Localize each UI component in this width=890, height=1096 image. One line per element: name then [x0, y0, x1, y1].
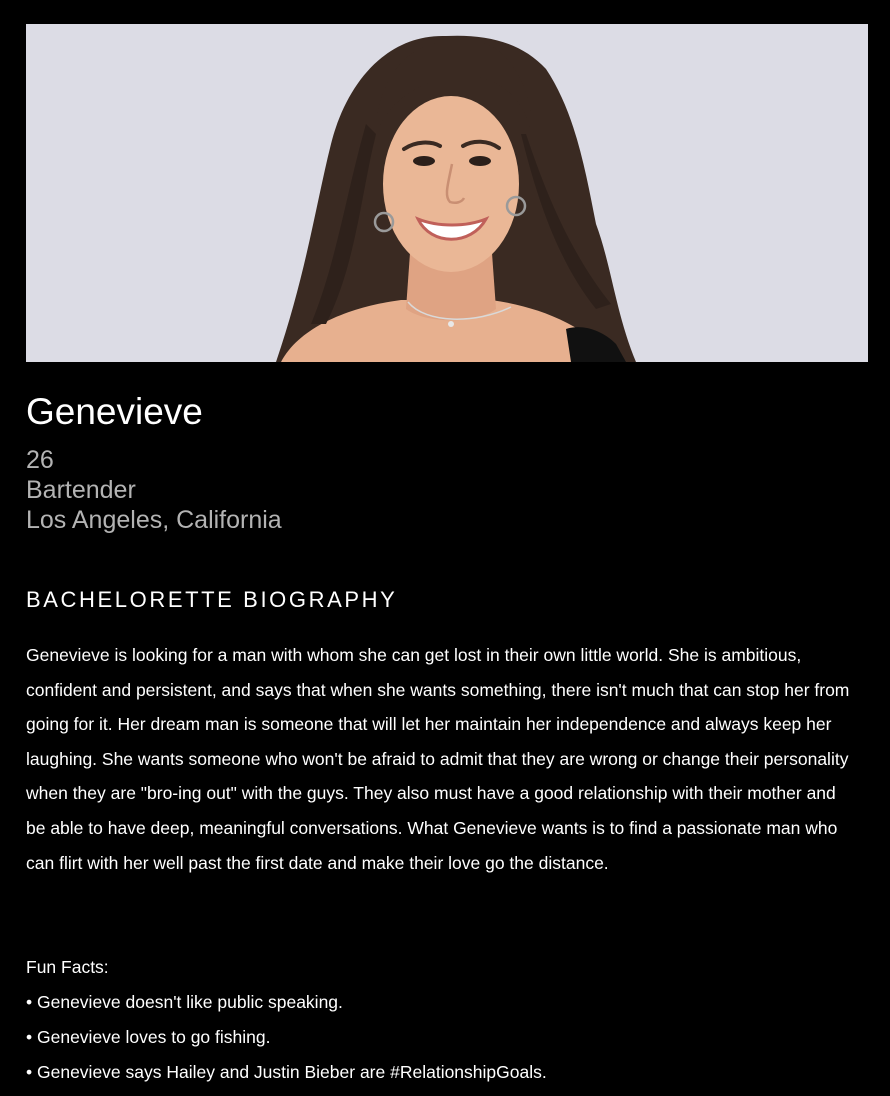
contestant-name: Genevieve — [26, 391, 203, 432]
profile-photo — [26, 24, 868, 362]
portrait-illustration — [26, 24, 868, 362]
fun-facts-list — [26, 985, 547, 1090]
contestant-location: Los Angeles, California — [26, 506, 282, 534]
contestant-details — [26, 445, 282, 535]
contestant-age: 26 — [26, 446, 54, 474]
contestant-occupation: Bartender — [26, 476, 136, 504]
fun-fact-item: • Genevieve loves to go fishing. — [26, 1020, 547, 1055]
biography-text: Genevieve is looking for a man with whom she can get lost in their own little world. She is ambitious, confident and persistent, and says that when she wants something, there isn't much that can stop her from going for it. Her dream man is someone that will let her maintain her independence and always keep her laughing. She wants someone who won't be afraid to admit that they are wrong or change their personality when they are "bro-ing out" with the guys. They also must have a good relationship with their mother and be able to have deep, meaningful conversations. What Genevieve wants is to find a passionate man who can flirt with her well past the first date and make their love go the distance. — [26, 645, 850, 873]
fun-facts-label: Fun Facts: — [26, 957, 109, 977]
fun-fact-item: • Genevieve says Hailey and Justin Bieber are #RelationshipGoals. — [26, 1055, 547, 1090]
fun-fact-item: • Genevieve doesn't like public speaking. — [26, 985, 547, 1020]
biography-heading: BACHELORETTE BIOGRAPHY — [26, 587, 398, 612]
